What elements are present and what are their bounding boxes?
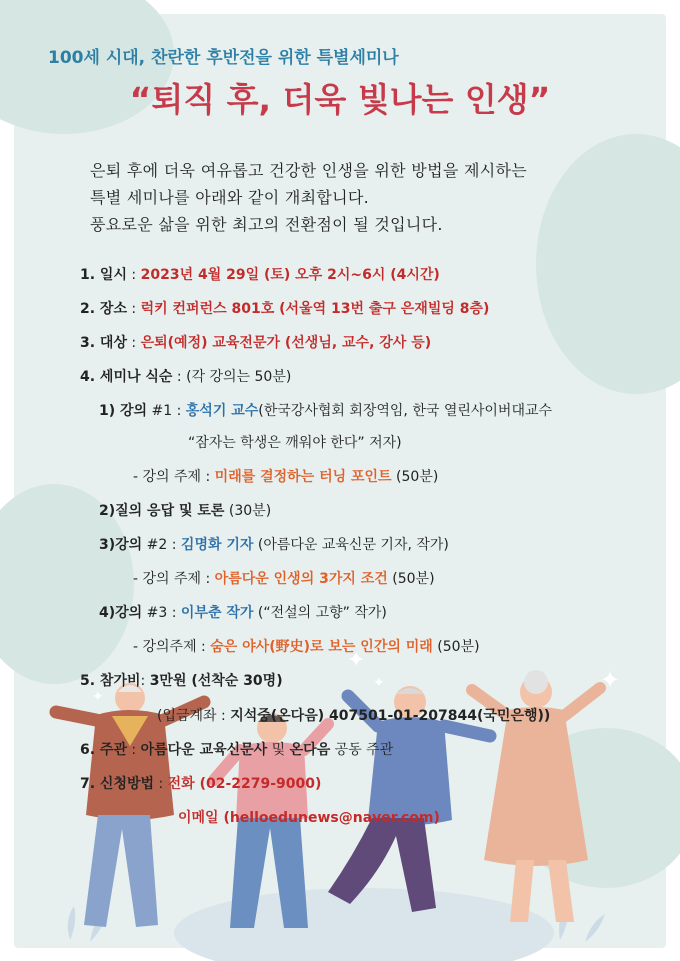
- account-value: 지석중(온다음) 407501-01-207844(국민은행)): [230, 708, 551, 724]
- item-label: 6. 주관: [80, 742, 127, 758]
- item-audience: [80, 332, 431, 352]
- item-sep: :: [126, 742, 141, 758]
- sparkle-icon: ✦: [347, 648, 366, 673]
- apply-email: 이메일 (helloedunews@naver.com): [178, 810, 440, 826]
- intro-line: 특별 세미나를 아래와 같이 개최합니다.: [90, 188, 370, 207]
- item-label: 1. 일시: [80, 267, 127, 283]
- topic-prefix: - 강의 주제 :: [133, 469, 215, 485]
- sparkle-icon: ✦: [92, 689, 104, 705]
- lecture-label: 3)강의: [99, 537, 143, 553]
- lecturer-desc: (“전설의 고향” 작가): [253, 605, 387, 621]
- lecturer-name: 김명화 기자: [180, 537, 254, 553]
- item-sep: :: [126, 301, 141, 317]
- lecturer-desc: (아름다운 교육신문 기자, 작가): [253, 537, 449, 553]
- item-sep: :: [126, 335, 141, 351]
- item-sep: :: [172, 369, 187, 385]
- item-sep: :: [126, 267, 141, 283]
- item-label: 2. 장소: [80, 301, 127, 317]
- item-sep: :: [140, 673, 150, 689]
- apply-phone: 전화 (02-2279-9000): [167, 776, 322, 792]
- organizer-1: 아름다운 교육신문사: [140, 742, 268, 758]
- topic-title: 미래를 결정하는 터닝 포인트: [214, 469, 392, 485]
- item-sep: :: [154, 776, 168, 792]
- item-fee: [80, 670, 283, 690]
- lecture-number: #1 :: [147, 403, 186, 419]
- lecture-label: 4)강의: [99, 605, 143, 621]
- lecture-number: #3 :: [142, 605, 181, 621]
- seminar-headline: “퇴직 후, 더욱 빛나는 인생”: [129, 80, 551, 119]
- sparkle-icon: ✦: [373, 675, 385, 691]
- program-note: (각 강의는 50분): [186, 369, 292, 385]
- topic-prefix: - 강의주제 :: [133, 639, 211, 655]
- seminar-subtitle: 100세 시대, 찬란한 후반전을 위한 특별세미나: [48, 48, 399, 68]
- account-prefix: (입금계좌 :: [157, 708, 231, 724]
- venue-value: 럭키 컨퍼런스 801호 (서울역 13번 출구 은재빌딩 8층): [140, 301, 490, 317]
- organizer-2: 온다음: [289, 742, 331, 758]
- lecture-1-topic: [133, 466, 438, 486]
- qa-duration: (30분): [224, 503, 272, 519]
- lecturer-name: 홍석기 교수: [185, 403, 259, 419]
- qa-session: [99, 500, 271, 520]
- topic-prefix: - 강의 주제 :: [133, 571, 215, 587]
- topic-title: 아름다운 인생의 3가지 조건: [214, 571, 388, 587]
- lecturer-name: 이부춘 작가: [180, 605, 254, 621]
- lecturer-desc: (한국강사협회 회장역임, 한국 열린사이버대교수: [258, 403, 553, 419]
- item-venue: [80, 298, 489, 318]
- topic-duration: (50분): [387, 571, 435, 587]
- item-program: [80, 366, 291, 386]
- lecture-label: 1) 강의: [99, 403, 148, 419]
- qa-label: 2)질의 응답 및 토론: [99, 503, 225, 519]
- item-label: 4. 세미나 식순: [80, 369, 173, 385]
- decor-blob: [536, 134, 680, 394]
- item-organizer: [80, 739, 393, 759]
- organizer-and: 및: [267, 742, 290, 758]
- topic-title: 숨은 야사(野史)로 보는 인간의 미래: [210, 639, 433, 655]
- lecture-number: #2 :: [142, 537, 181, 553]
- topic-duration: (50분): [432, 639, 480, 655]
- fee-value: 3만원 (선착순 30명): [149, 673, 283, 689]
- date-value: 2023년 4월 29일 (토) 오후 2시~6시 (4시간): [140, 267, 440, 283]
- item-date: [80, 264, 440, 284]
- intro-line: 은퇴 후에 더욱 여유롭고 건강한 인생을 위한 방법을 제시하는: [90, 161, 527, 180]
- lecture-2: [99, 534, 449, 554]
- lecture-1: [99, 400, 552, 420]
- audience-value: 은퇴(예정) 교육전문가 (선생님, 교수, 강사 등): [140, 335, 432, 351]
- lecture-2-topic: [133, 568, 435, 588]
- item-apply: [80, 773, 321, 793]
- topic-duration: (50분): [391, 469, 439, 485]
- item-label: 3. 대상: [80, 335, 127, 351]
- organizer-tail: 공동 주관: [330, 742, 394, 758]
- item-label: 7. 신청방법: [80, 776, 155, 792]
- bank-account: [157, 705, 550, 725]
- sparkle-icon: ✦: [600, 666, 621, 694]
- intro-line: 풍요로운 삶을 위한 최고의 전환점이 될 것입니다.: [90, 215, 443, 234]
- item-label: 5. 참가비: [80, 673, 141, 689]
- lecturer-desc-line2: “잠자는 학생은 깨워야 한다” 저자): [188, 435, 402, 451]
